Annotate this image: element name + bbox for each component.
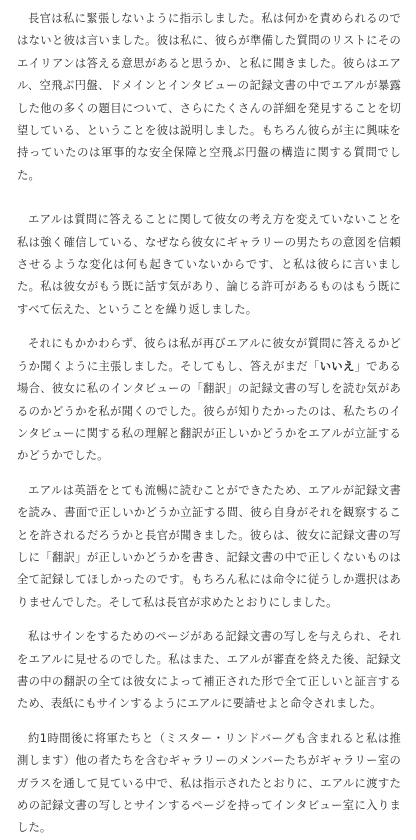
paragraph-3-text-after: 」である場合、彼女に私のインタビューの「翻訳」の記録文書の写しを読む気があるのかどうかを私が聞くのでした。彼らが知りたかったのは、私たちのインタビューに関する私の理解と翻訳が正しいかどうかをエアルが立証するかどうかでした。 [17, 359, 401, 463]
paragraph-5: 私はサインをするためのページがある記録文書の写しを与えられ、それをエアルに見せるのでした。私はまた、エアルが審査を終えた後、記録文書の中の翻訳の全ては彼女によって補正された形で全て正しいと証言するため、表紙にもサインするようにエアルに要請せよと命令されました。 [17, 630, 401, 711]
paragraph-3 [17, 333, 401, 467]
paragraph-6: 約1時間後に将軍たちと（ミスター・リンドバーグも含まれると私は推測します）他の者たちを含むギャラリーのメンバーたちがギャラリー室のガラスを通して見ている中で、私は指示されたとおりに、エアルに渡すための記録文書の写しとサインするページを持ってインタビュー室に入りました。 [17, 731, 401, 835]
paragraph-1: 長官は私に緊張しないように指示しました。私は何かを責められるのではないと彼は言いました。彼は私に、彼らが準備した質問のリストにそのエイリアンは答える意思があると思うか、と私に聞きました。彼らはエアル、空飛ぶ円盤、ドメインとインタビューの記録文書の中でエアルが暴露した他の多くの題目について、さらにたくさんの詳細を発見することを切望している、ということを彼は説明しました。もちろん彼らが主に興味を持っていたのは軍事的な安全保障と空飛ぶ円盤の構造に関する質問でした。 [17, 12, 401, 182]
paragraph-3-text-before: それにもかかわらず、彼らは私が再びエアルに彼女が質問に答えるかどうか聞くように主張しました。そしてもし、答えがまだ「 [17, 337, 401, 373]
paragraph-4: エアルは英語をとても流暢に読むことができたため、エアルが記録文書を読み、書面で正しいかどうか立証する間、彼ら自身がそれを観察することを許されるだろうかと長官が聞きました。彼らは、彼女に記録文書の写しに「翻訳」が正しいかどうかを書き、記録文書の中で正しくないものは全て記録してほしかったのです。もちろん私には命令に従うしか選択はありませんでした。そして私は長官が求めたとおりにしました。 [17, 483, 401, 609]
paragraph-3-emphasis: いいえ [319, 359, 355, 373]
paragraph-2: エアルは質問に答えることに関して彼女の考え方を変えていないことを私は強く確信している、なぜなら彼女にギャラリーの男たちの意図を信頼させるような変化は何も起きていないからです、と私は彼らに言いました。私は彼女がもう既に話す気があり、論じる許可があるものはもう既にすべて伝えた、ということを繰り返しました。 [17, 213, 401, 316]
